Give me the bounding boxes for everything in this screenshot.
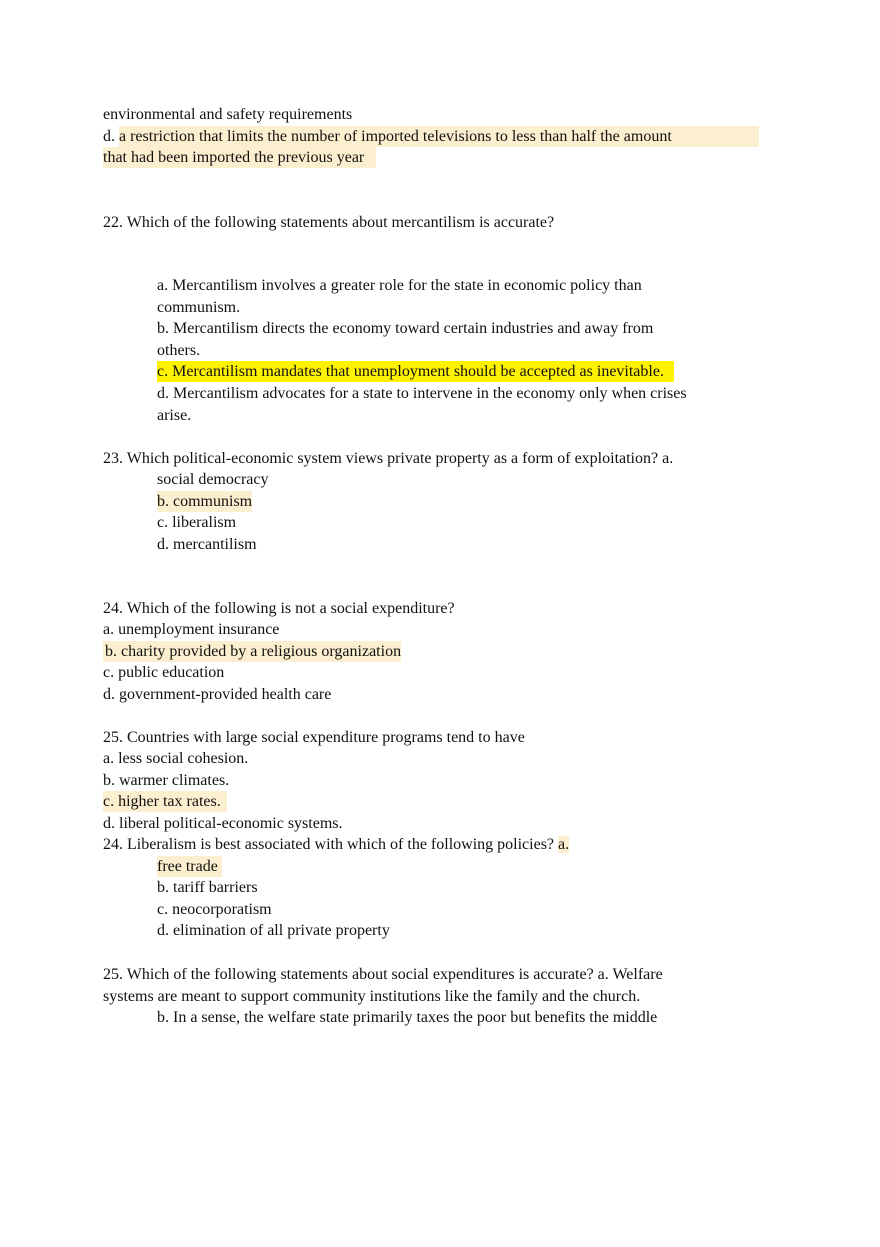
question-23: 23. Which political-economic system views private property as a form of exploitation? a. [103,450,674,467]
q24b-option-a-label: a. [558,836,570,853]
q23-option-d: d. mercantilism [157,536,257,553]
question-24-liberalism-text: 24. Liberalism is best associated with which of the following policies? [103,836,555,853]
question-25-social-expenditures-line2: systems are meant to support community institutions like the family and the church. [103,988,641,1005]
highlighted-answer: a restriction that limits the number of imported televisions to less than half the amount [119,126,759,147]
q23-option-b: b. communism [157,493,253,510]
q22-option-a-line2: communism. [157,299,241,316]
q23-option-a-cont: social democracy [157,471,269,488]
q24b-option-c: c. neocorporatism [157,901,272,918]
q24b-option-a-cont: free trade [157,856,222,877]
option-d-prefix: d. [103,128,119,145]
q25a-option-c: c. higher tax rates. [103,791,227,812]
question-24-social-expenditure: 24. Which of the following is not a social expenditure? [103,600,455,617]
q22-option-d-line1: d. Mercantilism advocates for a state to intervene in the economy only when crises [157,385,687,402]
q24b-option-b: b. tariff barriers [157,879,258,896]
question-24-liberalism [103,834,569,855]
q22-option-c: c. Mercantilism mandates that unemployment should be accepted as inevitable. [157,361,674,382]
q25a-option-b: b. warmer climates. [103,772,230,789]
q24b-option-d: d. elimination of all private property [157,922,390,939]
q25a-option-a: a. less social cohesion. [103,750,249,767]
q24a-option-d: d. government-provided health care [103,686,332,703]
carryover-text: environmental and safety requirements [103,106,353,123]
q24a-option-c: c. public education [103,664,225,681]
q22-option-d-line2: arise. [157,407,192,424]
q24a-option-b: b. charity provided by a religious organization [105,643,402,660]
question-25-social-programs: 25. Countries with large social expenditure programs tend to have [103,729,525,746]
question-22: 22. Which of the following statements about mercantilism is accurate? [103,214,555,231]
q25a-option-d: d. liberal political-economic systems. [103,815,343,832]
q22-option-b-line1: b. Mercantilism directs the economy toward certain industries and away from [157,320,654,337]
carryover-option-d-line2: that had been imported the previous year [103,147,376,168]
q23-option-c: c. liberalism [157,514,237,531]
q25b-option-b-line1: b. In a sense, the welfare state primarily taxes the poor but benefits the middle [157,1009,658,1026]
carryover-option-d-line1 [103,126,759,147]
question-25-social-expenditures-line1: 25. Which of the following statements about social expenditures is accurate? a. Welfare [103,966,663,983]
q24a-option-a: a. unemployment insurance [103,621,280,638]
q22-option-b-line2: others. [157,342,201,359]
q22-option-a-line1: a. Mercantilism involves a greater role for the state in economic policy than [157,277,642,294]
